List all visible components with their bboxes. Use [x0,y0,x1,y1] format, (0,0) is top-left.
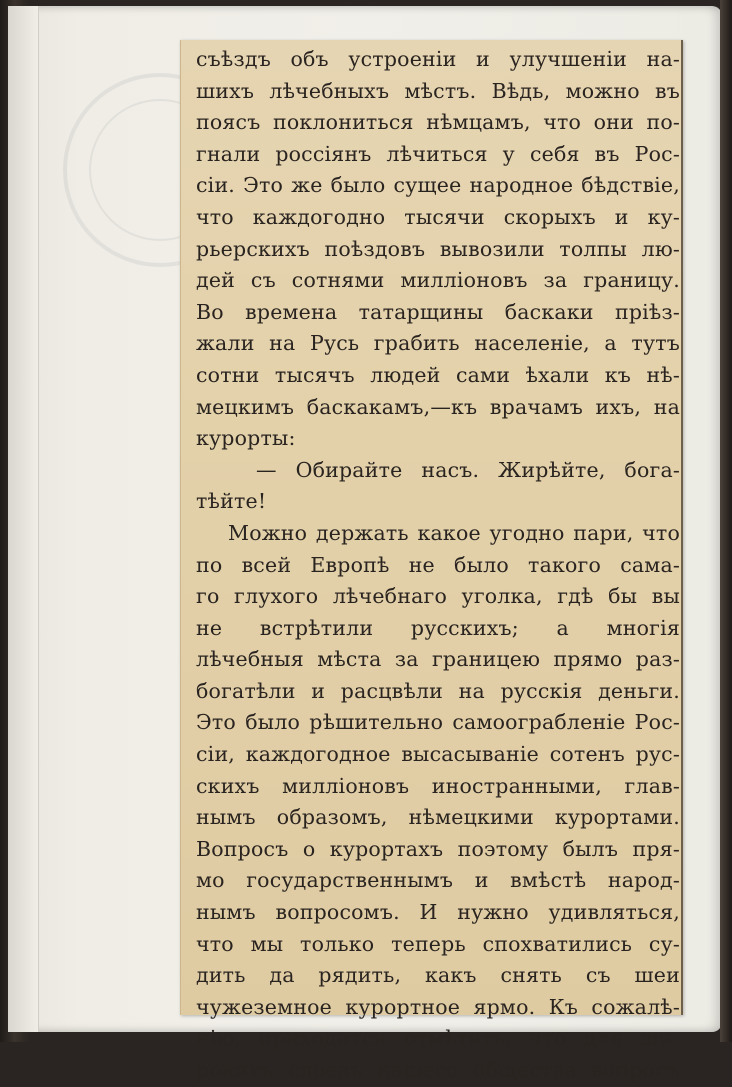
text-line: съѣздъ объ устроеніи и улучшеніи на- [196,47,680,71]
text-line: по всей Европѣ не было такого сама- [196,552,680,577]
text-line: сіи. Это же было сущее народное бѣдствіе, [196,173,680,198]
text-line: дей съ сотнями милліоновъ за границу. [196,268,680,293]
text-line: Вопросъ о курортахъ поэтому былъ пря- [196,836,680,861]
text-line: сотни тысячъ людей сами ѣхали къ нѣ- [196,362,680,387]
text-line: что мы только теперь спохватились су- [196,931,680,956]
text-line: что каждогодно тысячи скорыхъ и ку- [196,204,680,229]
text-line: мецкимъ баскакамъ,—къ врачамъ ихъ, на [196,394,680,419]
clipping-text [196,44,680,1087]
text-line: нымъ вопросомъ. И нужно удивляться, [196,900,680,925]
text-line: не встрѣтили русскихъ; а многія [196,615,680,640]
text-line: нію, приходится отмѣтить, что для ши- [196,1026,680,1051]
text-line: скихъ милліоновъ иностранными, глав- [196,773,680,798]
text-line: лѣчебныя мѣста за границею прямо раз- [196,647,680,672]
text-line: богатѣли и расцвѣли на русскія деньги. [196,678,680,703]
text-line: Это было рѣшительно самоограбленіе Рос- [196,710,680,735]
book-cover-edge [720,0,732,1042]
text-line: Во времена татарщины баскаки пріѣз- [196,299,680,324]
text-line: мо государственнымъ и вмѣстѣ народ- [196,868,680,893]
text-line: жали на Русь грабить населеніе, а тутъ [196,331,680,356]
text-line: рокихъ слоевъ нашего общества вопросъ [196,1058,680,1082]
text-line: — Обирайте насъ. Жирѣйте, бога- [256,457,680,482]
text-line: курорты: [196,426,296,451]
text-line: гнали россіянъ лѣчиться у себя въ Рос- [196,141,680,166]
text-line: дить да рядить, какъ снять съ шеи [196,963,680,988]
text-line: го глухого лѣчебнаго уголка, гдѣ бы вы [196,584,680,609]
text-line: поясъ поклониться нѣмцамъ, что они по- [196,110,680,135]
text-line: сіи, каждогодное высасываніе сотенъ рус- [196,742,680,767]
text-line: тѣйте! [196,489,267,514]
text-line: рьерскихъ поѣздовъ вывозили толпы лю- [196,236,680,261]
text-line: чужеземное курортное ярмо. Къ сожалѣ- [196,994,680,1019]
page-gutter [8,6,39,1032]
text-line: Можно держать какое угодно пари, что [228,520,680,545]
text-line: шихъ лѣчебныхъ мѣстъ. Вѣдь, можно въ [196,78,680,103]
text-line: нымъ образомъ, нѣмецкими курортами. [196,805,680,830]
